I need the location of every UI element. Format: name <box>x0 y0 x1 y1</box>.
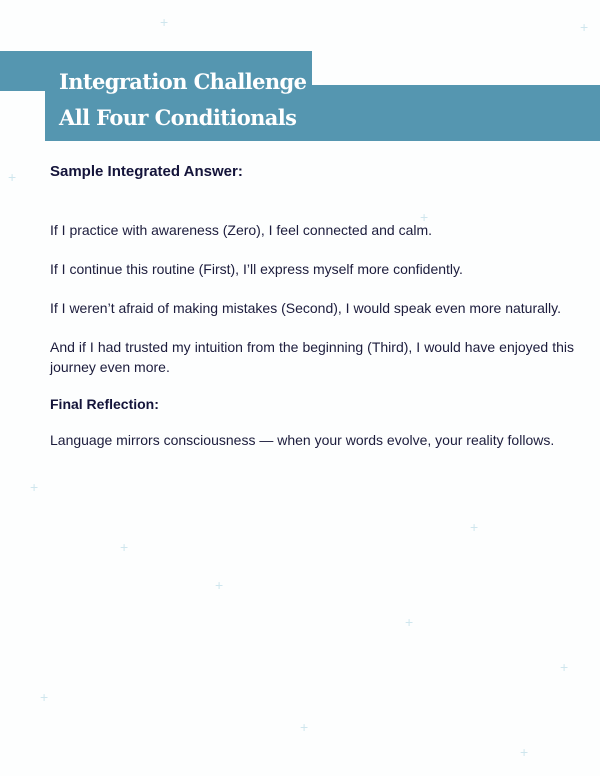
title-line-1: Integration Challenge – <box>59 69 323 94</box>
sparkle-icon: + <box>30 479 39 495</box>
answer-zero: If I practice with awareness (Zero), I feel connected and calm. <box>50 222 433 238</box>
sparkle-icon: + <box>120 539 129 555</box>
sparkle-icon: + <box>300 719 309 735</box>
sparkle-icon: + <box>560 659 569 675</box>
answer-first: If I continue this routine (First), I’ll express myself more confidently. <box>50 261 463 277</box>
sparkle-icon: + <box>520 744 529 760</box>
sparkle-icon: + <box>470 519 479 535</box>
title-line-2: All Four Conditionals <box>59 105 297 130</box>
sparkle-icon: + <box>215 577 224 593</box>
sparkle-icon: + <box>420 209 429 225</box>
sparkle-icon: + <box>8 169 17 185</box>
section-heading: Sample Integrated Answer: <box>50 163 243 180</box>
answer-second: If I weren’t afraid of making mistakes (Second), I would speak even more naturally. <box>50 300 561 316</box>
main-content <box>50 163 574 469</box>
sparkle-icon: + <box>40 689 49 705</box>
sparkle-icon: + <box>160 14 169 30</box>
sparkle-icon: + <box>405 614 414 630</box>
answer-third: And if I had trusted my intuition from the beginning (Third), I would have enjoyed this journey even more. <box>50 339 574 375</box>
page-title <box>59 64 323 136</box>
reflection-text: Language mirrors consciousness — when your words evolve, your reality follows. <box>50 432 555 448</box>
sparkle-icon: + <box>580 19 589 35</box>
reflection-heading: Final Reflection: <box>50 396 159 412</box>
